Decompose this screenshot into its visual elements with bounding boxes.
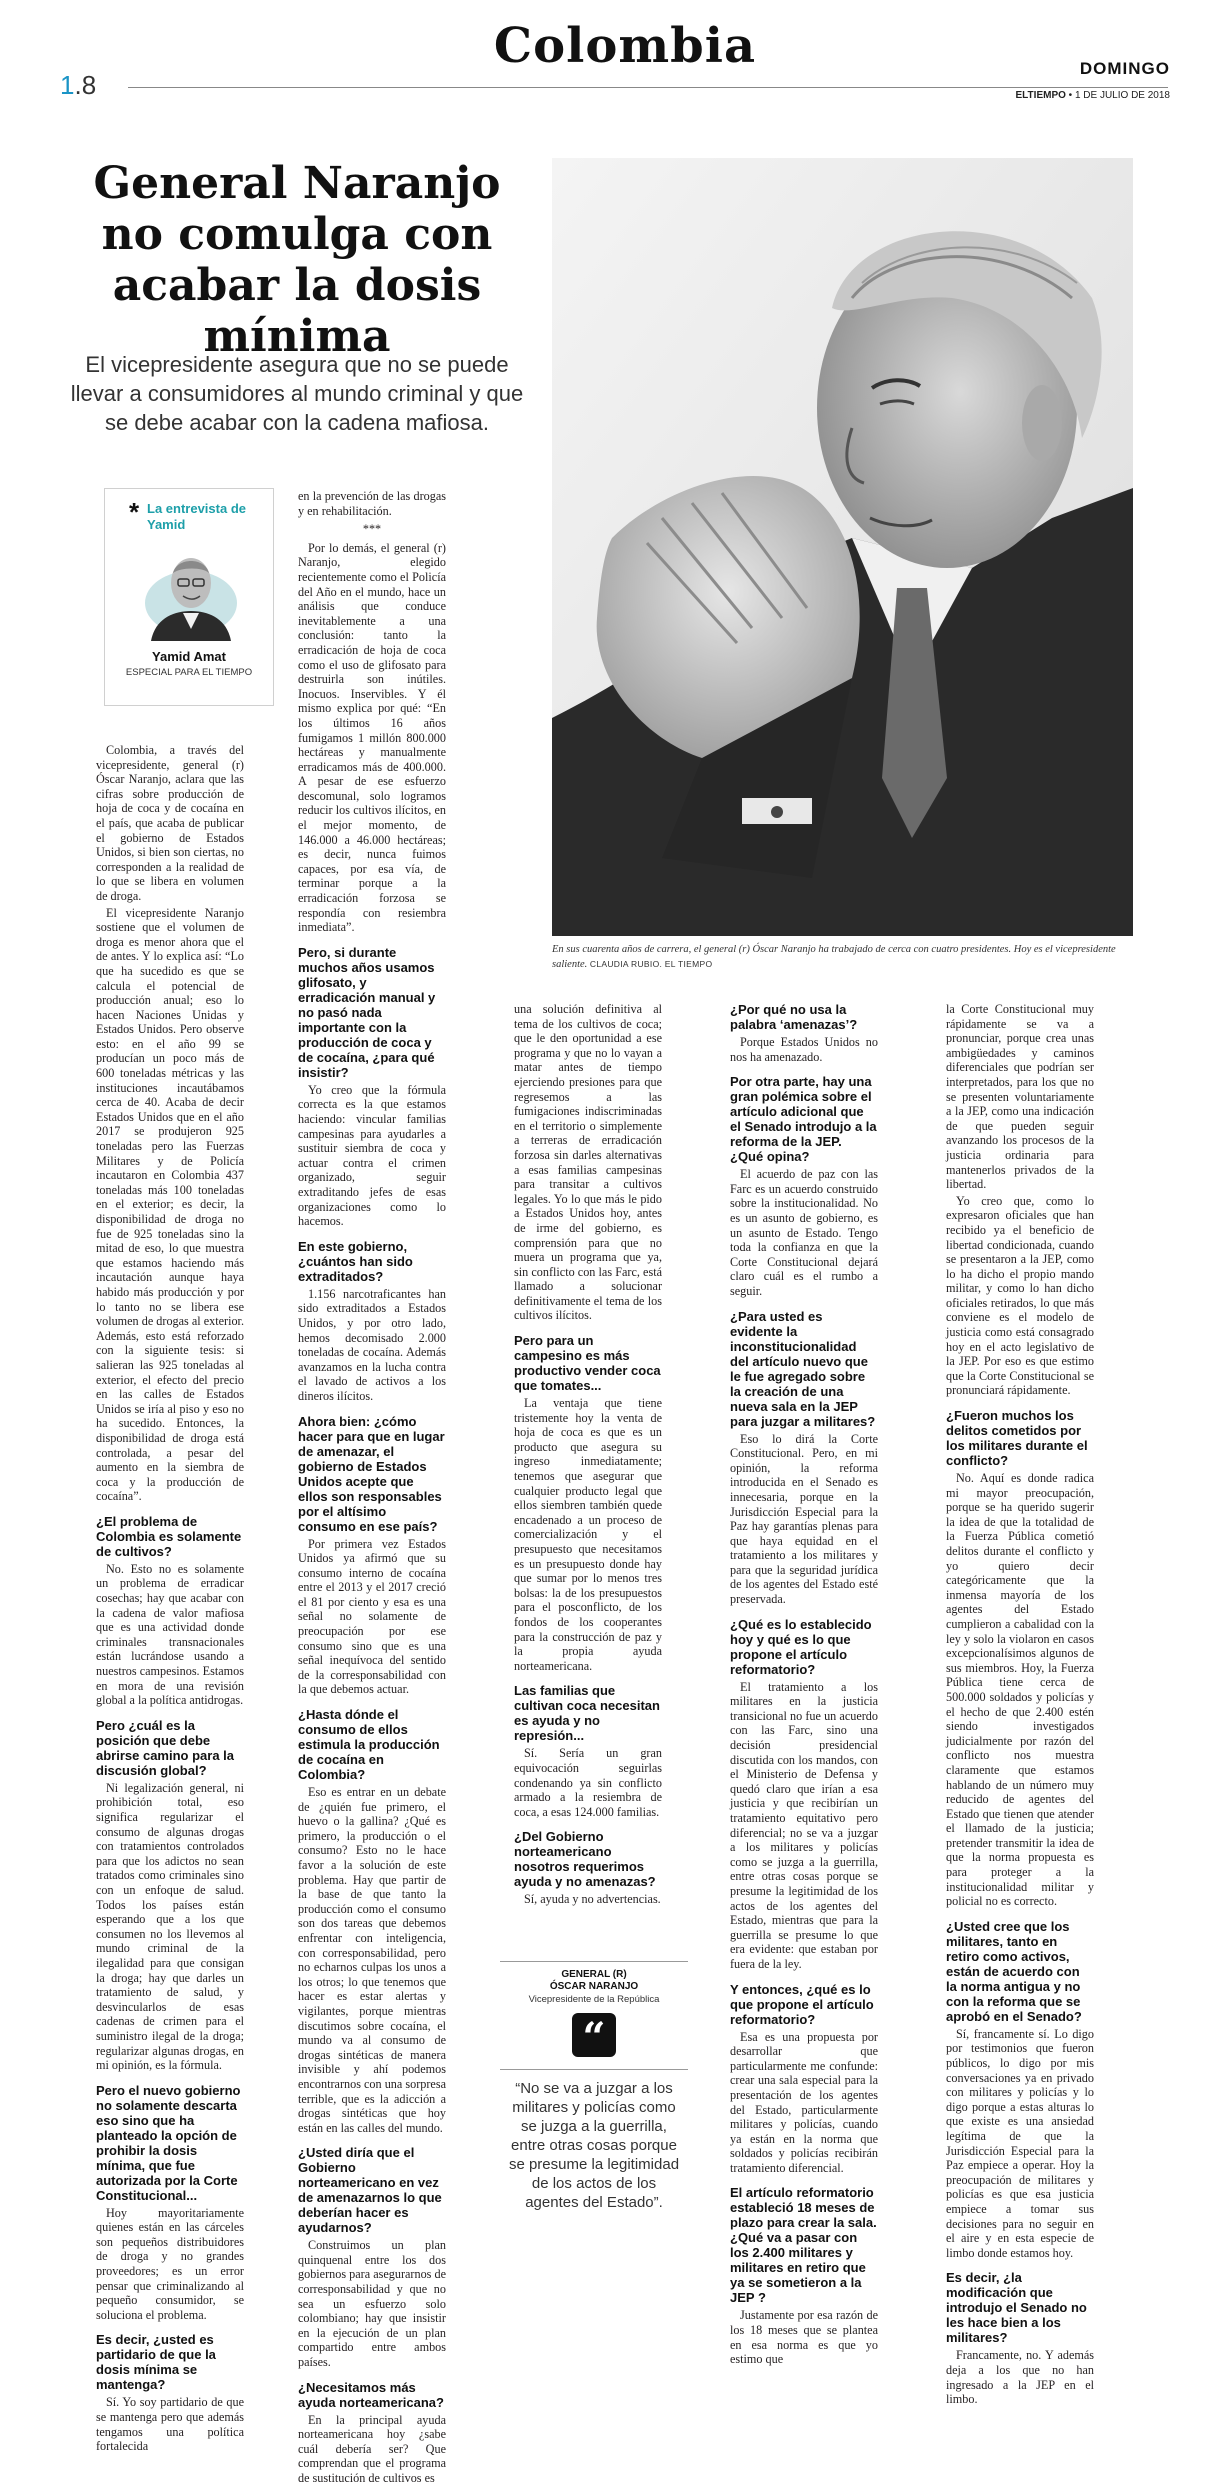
answer: Porque Estados Unidos no nos ha amenazado. (730, 1035, 878, 1064)
paragraph: El vicepresidente Naranjo sostiene que el volumen de droga es menor ahora que el de antes. Y lo explica así: “Lo que ha sucedido es que se calcula el potencial de producción anual; eso lo hacen Naciones Unidas y Estados Unidos. Pero observe esto: en el año 99 se producían un poco más de 600 toneladas métricas y las instituciones incautábamos cerca de 40. Acaba de decir Estados Unidos que en el año 2017 se produjeron 925 toneladas pero las Fuerzas Militares y de Policía incautaron en Colombia 437 toneladas más 100 toneladas en el exterior; es decir, la disponibilidad de droga no fue de 925 toneladas sino la mitad de eso, lo que muestra que estamos haciendo más incautación aunque haya habido más producción y por lo tanto no se libera ese volumen de drogas al exterior. Además, esto está reforzado con la siguiente tesis: si salieran las 925 toneladas al exterior, el efecto del precio en las calles de Estados Unidos se iría al piso y eso no ha sucedido. Entonces, la disponibilidad de droga está controlada, a pesar del aumento en la siembra de coca y la producción de cocaína”. (96, 905, 244, 1504)
answer: Sí, ayuda y no advertencias. (524, 1892, 661, 1907)
page-number-page: .8 (74, 70, 97, 100)
speaker-role: Vicepresidente de la República (528, 1994, 660, 2005)
answer: Sí. Sería un gran equivocación seguirlas condenando ya sin conflicto armado a la resiembra de coca, a esas 124.000 familias. (514, 1746, 662, 1819)
question: Es decir, ¿la modificación que introdujo el Senado no les hace bien a los militares? (946, 2270, 1087, 2346)
pull-quote-speaker (500, 1969, 688, 1993)
paragraph: en la prevención de las drogas y en rehabilitación. (298, 489, 446, 518)
portrait-illustration (552, 158, 1133, 936)
article-column-4 (730, 1002, 878, 2369)
answer: Por primera vez Estados Unidos ya afirmó que su consumo interno de cocaína entre el 2013 y el 2017 creció el 81 por ciento y esa es una señal no solamente de preocupación por ese consumo sino que es una señal inequívoca del sentido de la corresponsabilidad con la que debemos actuar. (298, 1536, 446, 1697)
masthead-divider (128, 87, 1168, 88)
answer: Francamente, no. Y además deja a los que no han ingresado a la JEP en el limbo. (946, 2348, 1094, 2407)
question: ¿El problema de Colombia es solamente de cultivos? (96, 1513, 242, 1559)
caption-text: En sus cuarenta años de carrera, el general (r) Óscar Naranjo ha trabajado de cerca con cuatro presidentes. Hoy es el vicepresidente saliente. (552, 944, 1116, 970)
page-number (60, 70, 96, 101)
photo-caption (552, 943, 1133, 972)
headline: General Naranjo no comulga con acabar la dosis mínima (93, 158, 501, 362)
pull-quote-rule (500, 2069, 688, 2070)
author-avatar (143, 541, 239, 641)
question: ¿Fueron muchos los delitos cometidos por los militares durante el conflicto? (946, 1408, 1088, 1469)
paragraph: Yo creo que, como lo expresaron oficiales que han recibido ya el beneficio de libertad condicionada, cuando se presentaron a la JEP, como lo ha dicho el propio mando militar, y como lo han dicho oficiales retirados, lo que más conviene es el modelo de justicia como está consagrado hoy en el acto legislativo de la JEP. Por eso es que estimo que la Corte Constitucional se pronunciará rápidamente. (946, 1193, 1094, 1398)
svg-text:“: “ (582, 2014, 606, 2061)
speaker-rank: GENERAL (R) (561, 1969, 627, 1980)
paragraph: Por lo demás, el general (r) Naranjo, elegido recientemente como el Policía del Año en el mundo, hace un análisis que conduce inevitablemente a una conclusión: tanto la erradicación de hoja de coca como el uso de glifosato para destruirla son inútiles. Inocuos. Inservibles. Y él mismo explica por qué: “En los últimos 16 años fumigamos 1 millón 800.000 hectáreas y manualmente erradicamos más de 400.000. A pesar de ese esfuerzo descomunal, solo logramos reducir los cultivos ilícitos, en el mejor momento, de 146.000 a 46.000 hectáreas; es decir, nunca fuimos capaces, por esa vía, de terminar porque a la erradicación forzosa se respondía con resiembra inmediata”. (298, 540, 446, 935)
answer: Esa es una propuesta por desarrollar que particularmente me confunde: crear una sala especial para la presentación de los agentes del Estado, particularmente militares y policías, cuando ya están en la norma que soldados y policías recibirán tratamiento diferencial. (730, 2029, 878, 2175)
answer: El acuerdo de paz con las Farc es un acuerdo construido sobre la institucionalidad. No es un asunto de gobierno, es un asunto de Estado. Tengo toda la confianza en que la Corte Constitucional dejará claro cuál es el rumbo a seguir. (730, 1167, 878, 1298)
paragraph: la Corte Constitucional muy rápidamente se va a pronunciar, porque crea unas ambigüedades y caminos diferenciales que podrían ser interpretados, para los que no se presenten voluntariamente a la JEP, como una indicación de que pueden seguir avanzando los procesos de la justicia ordinaria para mantenerlos privados de la libertad. (946, 1002, 1094, 1192)
answer: Construimos un plan quinquenal entre los dos gobiernos para asegurarnos de corresponsabilidad y que no sea un esfuerzo solo colombiano; hay que insistir en la ejecución de un plan compartido entre ambos países. (298, 2238, 446, 2370)
author-box (104, 488, 274, 706)
answer: La ventaja que tiene tristemente hoy la venta de hoja de coca es que es un producto que asegura su ingreso inmediatamente; tenemos que asegurar que cualquier producto legal que ellos siembren también quede encadenado a un proceso de comercialización y el presupuesto que necesitamos es un presupuesto donde hay que sumar por lo menos tres bolsas: la de los presupuestos para el posconflicto, de los fondos de los cooperantes para la construcción de paz y la propia ayuda norteamericana. (514, 1396, 662, 1673)
question: Pero ¿cuál es la posición que debe abrirse camino para la discusión global? (96, 1717, 235, 1778)
dateline (950, 90, 1170, 101)
answer: Ni legalización general, ni prohibición total, eso significa regularizar el consumo de algunas drogas con tratamientos controlados para que los adictos no sean tratados como criminales sino con un enfoque de salud. Todos los países están esperando que a los que consumen no los llevemos al mundo criminal de la ilegalidad para que consigan la droga; hay que darles un tratamiento de salud, y desvincularlos de esas cadenas de crimen para el suministro ilegal de la droga; regularizar algunas drogas, en mi opinión, es la fórmula. (96, 1780, 244, 2073)
answer: Eso lo dirá la Corte Constitucional. Pero, en mi opinión, la reforma introducida en el Senado es innecesaria, porque en la Jurisdicción Especial para la Paz hay garantías plenas para que haya equidad en el tratamiento a los militares y para que la seguridad jurídica de los agentes del Estado esté preservada. (730, 1431, 878, 1607)
answer: Hoy mayoritariamente quienes están en las cárceles son pequeños distribuidores de droga y no grandes proveedores; es un error pensar que criminalizando al pequeño consumidor, se soluciona el problema. (96, 2205, 244, 2322)
paragraph: una solución definitiva al tema de los cultivos de coca; que le den oportunidad a ese programa y que no lo vayan a matar antes de tiempo ejerciendo presiones para que regresemos a las fumigaciones indiscriminadas en el territorio o simplemente a terreras de erradicación forzosa sin darles alternativas a esas familias campesinas para transitar a cultivos legales. Yo lo que más le pido a Estados Unidos hoy, antes de irme del gobierno, es comprensión para que no muera un programa que ya, sin conflicto con las Farc, está llamado a solucionar definitivamente el tema de los cultivos ilícitos. (514, 1002, 662, 1323)
question: Es decir, ¿usted es partidario de que la dosis mínima se mantenga? (96, 2332, 216, 2393)
pull-quote-rule (500, 1961, 688, 1962)
weekday-label: DOMINGO (1079, 59, 1170, 78)
question: Pero el nuevo gobierno no solamente descarta eso sino que ha planteado la opción de prohibir la dosis mínima, que fue autorizada por la Corte Constitucional... (96, 2082, 241, 2203)
section-separator: *** (362, 522, 382, 537)
answer: No. Aquí es donde radica mi mayor preocupación, porque se ha querido sugerir la idea de que la totalidad de la Fuerza Pública cometió delitos durante el conflicto y yo quiero decir categóricamente que la inmensa mayoría de los agentes del Estado cumplieron a cabalidad con la ley y solo la violaron en casos excepcionalísimos algunos de sus miembros. Hoy, la Fuerza Pública tiene cerca de 500.000 soldados y policías y el hecho de que 2.400 estén siendo investigados judicialmente por razón del conflicto nos muestra claramente que estamos hablando de un número muy reducido de agentes del Estado que tienen que atender el llamado de la justicia; pretender transmitir la idea de que la norma propuesta es para proteger a la institucionalidad militar y policial no es correcto. (946, 1471, 1094, 1909)
article-column-5 (946, 1002, 1094, 2409)
deck: El vicepresidente asegura que no se puede llevar a consumidores al mundo criminal y que se debe acabar con la cadena mafiosa. (70, 352, 524, 435)
interview-kicker: La entrevista de Yamid (147, 501, 246, 532)
question: ¿Por qué no usa la palabra ‘amenazas’? (730, 1002, 858, 1032)
question: ¿Del Gobierno norteamericano nosotros requerimos ayuda y no amenazas? (514, 1829, 656, 1890)
article-column-1 (96, 743, 244, 2456)
page-number-section: 1 (60, 70, 75, 100)
question: ¿Qué es lo establecido hoy y qué es lo que propone el artículo reformatorio? (730, 1616, 872, 1677)
question: ¿Usted cree que los militares, tanto en retiro como activos, están de acuerdo con la norma antigua y no con la reforma que se aprobó en el Senado? (946, 1918, 1082, 2024)
answer: Yo creo que la fórmula correcta es la que estamos haciendo: vincular familias campesinas para ayudarles a sustituir siembra de coca y actuar contra el crimen organizado, seguir extraditando jefes de esas organizaciones como lo hacemos. (298, 1082, 446, 1229)
question: Por otra parte, hay una gran polémica sobre el artículo adicional que el Senado introdujo a la reforma de la JEP. ¿Qué opina? (730, 1074, 877, 1165)
answer: En la principal ayuda norteamericana hoy ¿sabe cuál debería ser? Que comprendan que el programa de sustitución de cultivos es (298, 2412, 446, 2485)
answer: Eso es entrar en un debate de ¿quién fue primero, el huevo o la gallina? ¿Qué es primero, la producción o el consumo? Esto no le hace favor a la solución de este problema. Hay que partir de la base de que tanto la producción como el consumo son dos tareas que debemos enfrentar con inteligencia, con corresponsabilidad, pero no echarnos culpas los unos a los otros; lo que tenemos que hacer es estar alertas y vigilantes, porque mientras discutimos sobre cocaína, el mundo va al consumo de drogas sintéticas de manera invisible y ahí podemos encontrarnos con una sorpresa terrible, que es la adicción a drogas sintéticas que hoy están en las calles del mundo. (298, 1785, 446, 2135)
question: En este gobierno, ¿cuántos han sido extraditados? (298, 1238, 413, 1284)
section-title: Colombia (493, 18, 757, 74)
question: Las familias que cultivan coca necesitan es ayuda y no represión... (514, 1683, 660, 1744)
quote-icon (572, 2013, 616, 2061)
paper-name: ELTIEMPO (1015, 90, 1066, 101)
question: ¿Hasta dónde el consumo de ellos estimula la producción de cocaína en Colombia? (298, 1707, 440, 1783)
photo-credit: CLAUDIA RUBIO. EL TIEMPO (589, 959, 713, 969)
question: ¿Usted diría que el Gobierno norteamericano en vez de amenazarnos lo que deberían hacer es ayudarnos? (298, 2145, 442, 2236)
speaker-name: ÓSCAR NARANJO (549, 1981, 639, 1992)
answer: Sí. Yo soy partidario de que se mantenga pero que además tengamos una política fortalecida (96, 2395, 244, 2454)
answer: El tratamiento a los militares en la justicia transicional no fue un acuerdo con las Farc, sino una decisión presidencial discutida con los mandos, con el Ministerio de Defensa y quedó claro que irían a esa justicia y que recibirían un tratamiento equitativo pero diferencial; no se va a juzgar a los militares y policías como se juzga a la guerrilla, entre otras cosas porque se presume la legitimidad de los actos de los agentes del Estado, mientras que para la guerrilla se presume lo que era evidente: que estaban por fuera de la ley. (730, 1679, 878, 1971)
question: Y entonces, ¿qué es lo que propone el artículo reformatorio? (730, 1981, 874, 2027)
issue-date: • 1 DE JULIO DE 2018 (1065, 90, 1170, 101)
lead-photo (552, 158, 1133, 936)
author-name: Yamid Amat (152, 649, 226, 664)
paragraph: Colombia, a través del vicepresidente, general (r) Óscar Naranjo, aclara que las cifras sobre producción de hoja de coca y de cocaína en el país, que acaba de publicar el gobierno de Estados Unidos, si bien son ciertas, no corresponden a la realidad de lo que se libera en volumen de droga. (96, 743, 244, 903)
answer: Sí, francamente sí. Lo digo por testimonios que fueron públicos, lo digo por mis conversaciones ya en privado con militares y policías y lo digo porque a estas alturas lo que existe es una ansiedad legítima de que la Jurisdicción Especial para la Paz empiece a operar. Hoy la preocupación de militares y policías es que esa justicia empiece a tomar sus decisiones para no seguir en el aire y en esta especie de limbo donde estamos hoy. (946, 2026, 1094, 2260)
answer: Justamente por esa razón de los 18 meses que se plantea en esa norma es que yo estimo que (730, 2308, 878, 2367)
article-column-2 (298, 489, 446, 2488)
answer: No. Esto no es solamente un problema de erradicar cosechas; hay que acabar con la cadena de valor mafiosa que es una actividad donde criminales transnacionales están lucrándose usando a nuestros campesinos. Estamos en mora de una revisión global a la política antidrogas. (96, 1561, 244, 1708)
author-role: ESPECIAL PARA EL TIEMPO (125, 667, 253, 678)
question: El artículo reformatorio estableció 18 meses de plazo para crear la sala. ¿Qué va a pasar con los 2.400 militares y militares en retiro que ya se sometieron a la JEP ? (730, 2185, 877, 2306)
answer: 1.156 narcotraficantes han sido extraditados a Estados Unidos, y por otro lado, hemos decomisado 2.000 toneladas de cocaína. Además avanzamos en la lucha contra el lavado de activos a los dineros ilícitos. (298, 1286, 446, 1403)
question: ¿Para usted es evidente la inconstitucionalidad del artículo nuevo que le fue agregado sobre la creación de una nueva sala en la JEP para juzgar a militares? (730, 1308, 876, 1429)
question: ¿Necesitamos más ayuda norteamericana? (298, 2379, 444, 2410)
question: Ahora bien: ¿cómo hacer para que en lugar de amenazar, el gobierno de Estados Unidos acepte que ellos son responsables por el altísimo consumo en ese país? (298, 1413, 445, 1534)
question: Pero, si durante muchos años usamos glifosato, y erradicación manual y no pasó nada importante con la producción de coca y de cocaína, ¿para qué insistir? (298, 944, 436, 1080)
asterisk-icon: * (129, 497, 140, 527)
pull-quote-text: “No se va a juzgar a los militares y policías como se juzga a la guerrilla, entre otras cosas porque se presume la legitimidad de los actos de los agentes del Estado”. (508, 2080, 680, 2211)
question: Pero para un campesino es más productivo vender coca que tomates... (514, 1333, 661, 1394)
article-column-3 (514, 1002, 662, 1909)
